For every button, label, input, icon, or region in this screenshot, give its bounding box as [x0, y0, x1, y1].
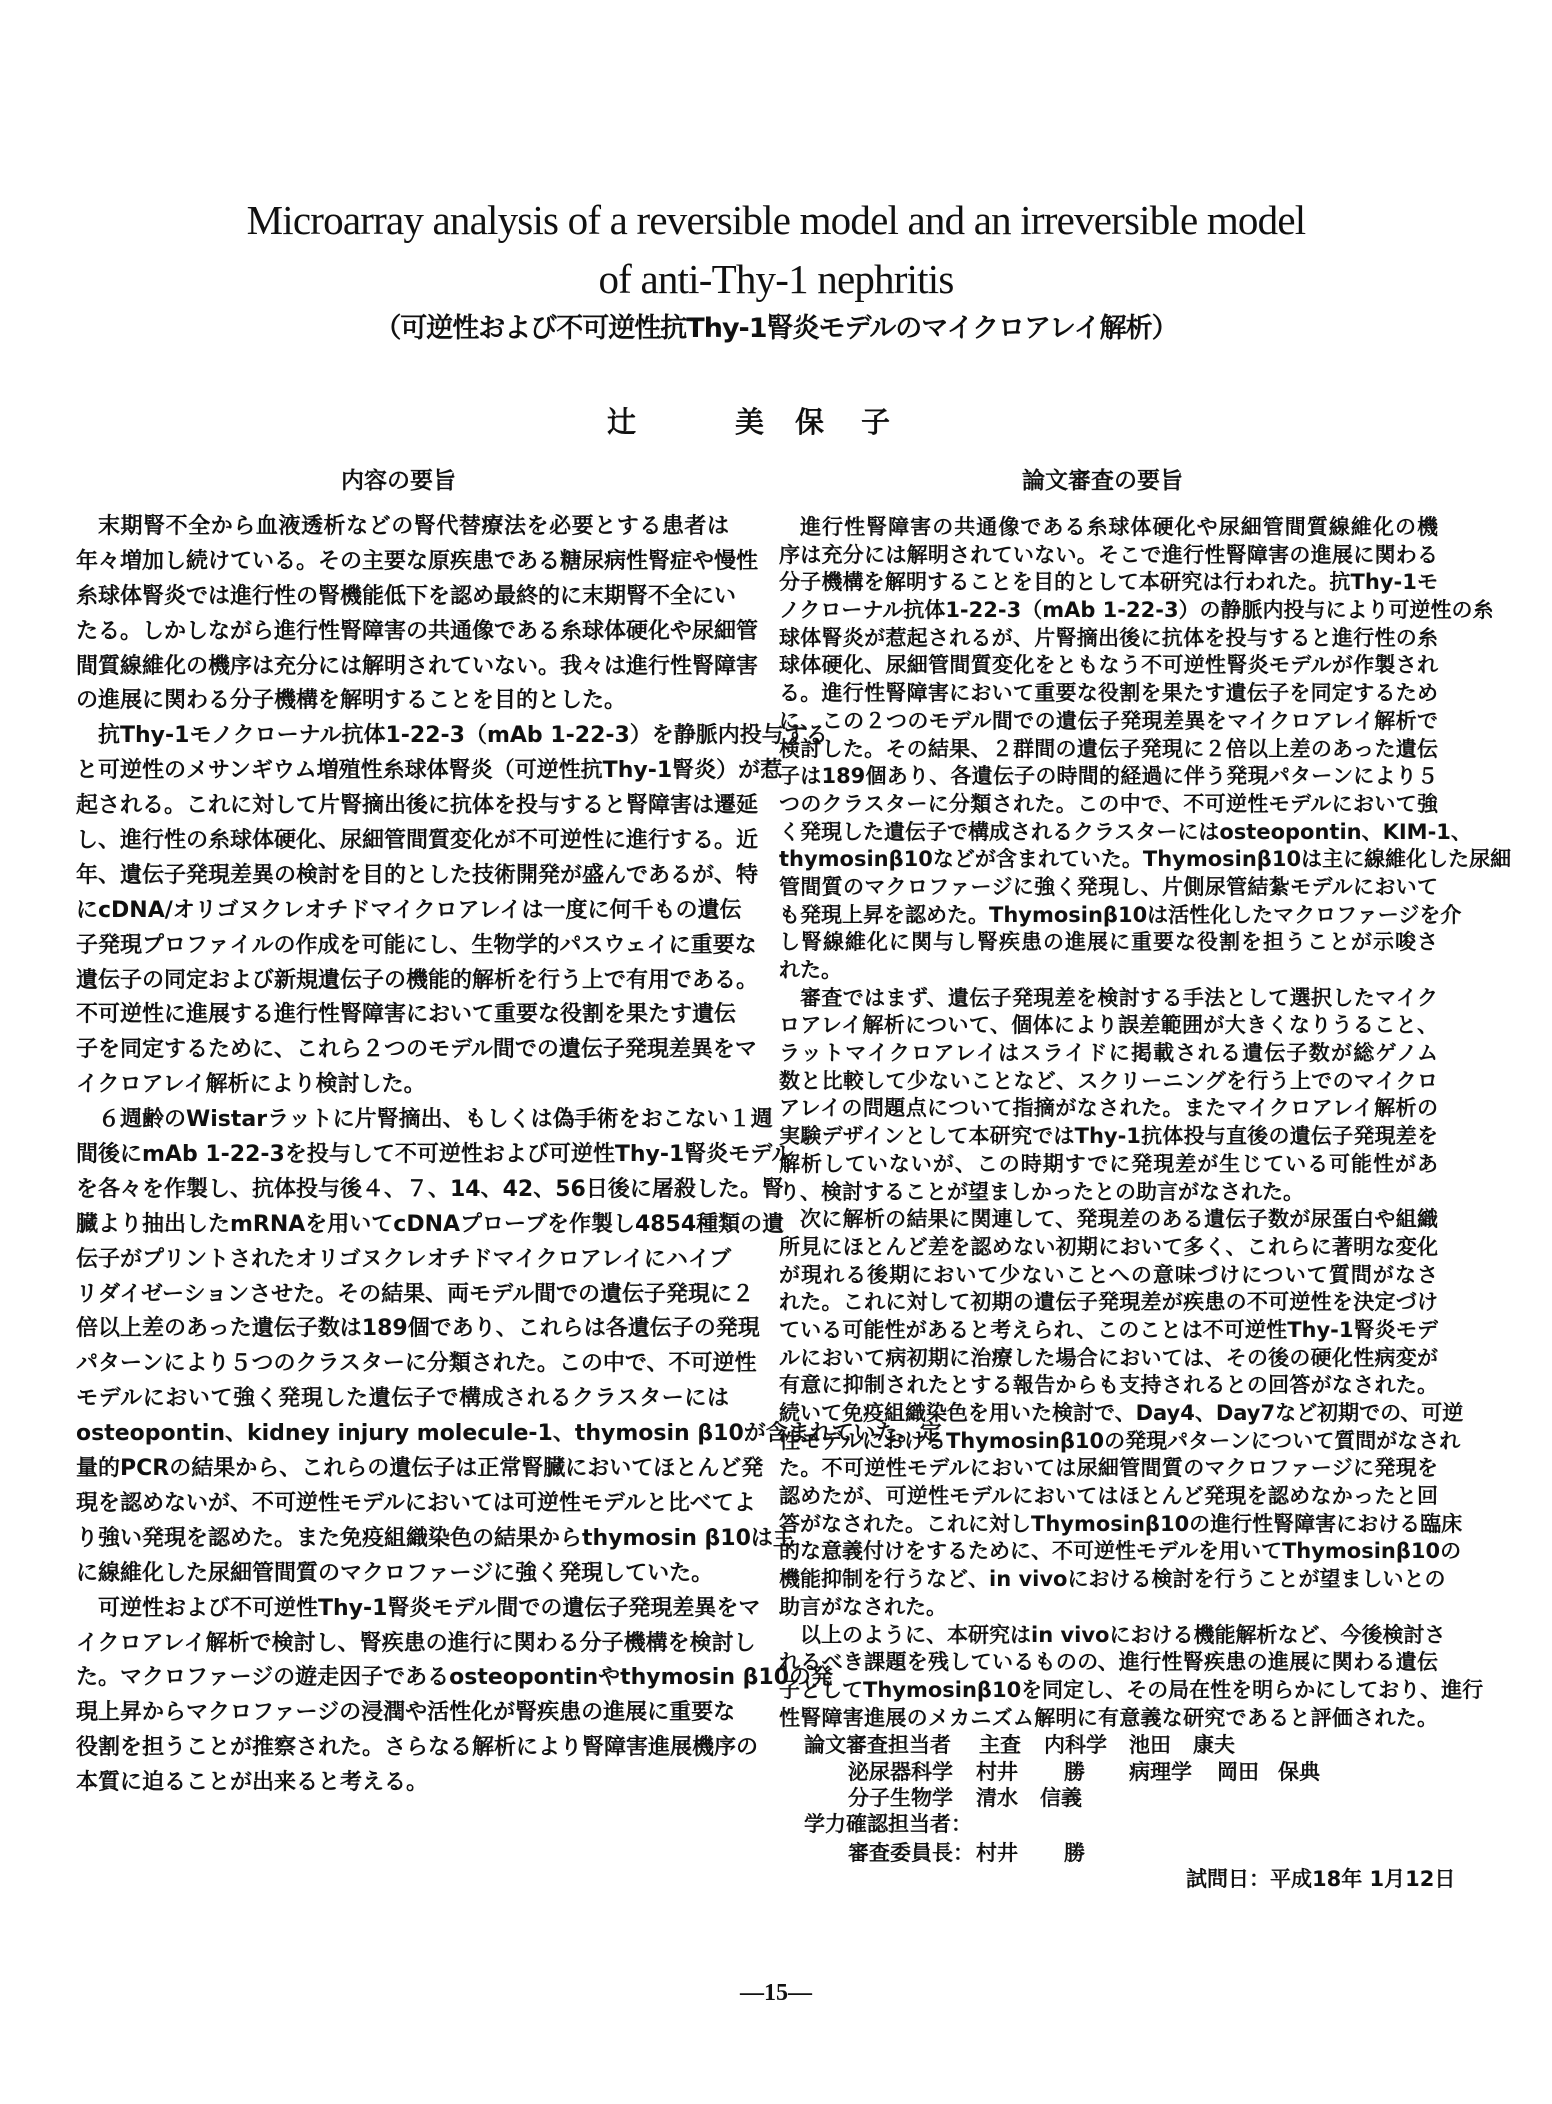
text-line: 子としてThymosinβ10を同定し、その局在性を明らかにしており、進行	[779, 1677, 1484, 1702]
text-line: 所見にほとんど差を認めない初期において多く、これらに著明な変化	[779, 1234, 1438, 1259]
text-line: アレイの問題点について指摘がなされた。またマイクロアレイ解析の	[779, 1096, 1438, 1121]
text-line: 間質線維化の機序は充分には解明されていない。我々は進行性腎障害	[76, 653, 759, 679]
text-line: 続いて免疫組織染色を用いた検討で、Day4、Day7など初期での、可逆	[779, 1401, 1464, 1425]
author-name-char: 保	[795, 405, 825, 439]
examiners-label: 論文審査担当者	[804, 1733, 951, 1757]
text-line: が現れる後期において少ないことへの意味づけについて質問がなさ	[779, 1262, 1438, 1287]
text-line: 解析していないが、この時期すでに発現差が生じている可能性があ	[779, 1151, 1438, 1176]
text-line: 序は充分には解明されていない。そこで進行性腎障害の進展に関わる	[779, 542, 1438, 567]
text-line: 遺伝子の同定および新規遺伝子の機能的解析を行う上で有用である。	[76, 967, 759, 993]
member-dept: 分子生物学	[848, 1786, 953, 1810]
member-dept: 病理学	[1129, 1760, 1192, 1784]
committee-given-name: 勝	[1064, 1841, 1085, 1865]
confirm-label: 学力確認担当者：	[804, 1812, 972, 1836]
text-line: れるべき課題を残しているものの、進行性腎疾患の進展に関わる遺伝	[779, 1650, 1438, 1675]
text-line: 的な意義付けをするために、不可逆性モデルを用いてThymosinβ10の	[779, 1539, 1462, 1564]
title-line-2: of anti-Thy-1 nephritis	[598, 256, 954, 302]
review-column	[779, 514, 1512, 1732]
text-line: 認めたが、可逆性モデルにおいてはほとんど発現を認めなかったと回	[779, 1484, 1438, 1509]
member-given-name: 勝	[1064, 1760, 1085, 1784]
committee-label: 審査委員長：	[848, 1841, 974, 1865]
text-line: 有意に抑制されたとする報告からも支持されるとの回答がなされた。	[779, 1373, 1438, 1398]
section-heading-summary: 内容の要旨	[341, 468, 456, 494]
section-heading-review: 論文審査の要旨	[1022, 468, 1183, 494]
text-line: 進行性腎障害の共通像である糸球体硬化や尿細管間質線維化の機	[800, 515, 1438, 539]
member-family-name: 村井	[976, 1760, 1018, 1784]
text-line: 球体腎炎が惹起されるが、片腎摘出後に抗体を投与すると進行性の糸	[779, 625, 1438, 650]
text-line: 子は189個あり、各遺伝子の時間的経過に伴う発現パターンにより５	[779, 764, 1438, 789]
text-line: た。不可逆性モデルにおいては尿細管間質のマクロファージに発現を	[779, 1456, 1438, 1481]
text-line: 現上昇からマクロファージの浸潤や活性化が腎疾患の進展に重要な	[76, 1700, 736, 1726]
text-line: に、この２つのモデル間での遺伝子発現差異をマイクロアレイ解析で	[779, 708, 1438, 733]
text-line: 機能抑制を行うなど、in vivoにおける検討を行うことが望ましいとの	[779, 1567, 1446, 1592]
chief-family-name: 池田	[1129, 1733, 1171, 1757]
text-line: にcDNA/オリゴヌクレオチドマイクロアレイは一度に何千もの遺伝	[76, 897, 742, 923]
title-line-1: Microarray analysis of a reversible model and an irreversible model	[246, 197, 1306, 243]
text-line: 臓より抽出したmRNAを用いてcDNAプローブを作製し4854種類の遺	[76, 1211, 785, 1237]
text-line: 年、遺伝子発現差異の検討を目的とした技術開発が盛んであるが、特	[76, 862, 759, 888]
text-line: 抗Thy-1モノクローナル抗体1-22-3（mAb 1-22-3）を静脈内投与する	[98, 723, 828, 749]
text-line: 実験デザインとして本研究ではThy-1抗体投与直後の遺伝子発現差を	[779, 1124, 1438, 1149]
text-line: イクロアレイ解析で検討し、腎疾患の進行に関わる分子機構を検討し	[76, 1630, 756, 1656]
text-line: 役割を担うことが推察された。さらなる解析により腎障害進展機序の	[76, 1735, 759, 1761]
text-line: モデルにおいて強く発現した遺伝子で構成されるクラスターには	[76, 1386, 729, 1412]
chief-dept: 内科学	[1044, 1733, 1107, 1757]
text-line: し、進行性の糸球体硬化、尿細管間質変化が不可逆性に進行する。近	[76, 828, 759, 854]
member-given-name: 信義	[1040, 1786, 1082, 1810]
text-line: れた。これに対して初期の遺伝子発現差が疾患の不可逆性を決定づけ	[779, 1290, 1438, 1315]
chief-given-name: 康夫	[1193, 1733, 1235, 1757]
chief-role: 主査	[979, 1733, 1021, 1757]
text-line: 球体硬化、尿細管間質変化をともなう不可逆性腎炎モデルが作製され	[779, 653, 1438, 678]
text-line: た。マクロファージの遊走因子であるosteopontinやthymosin β10の発	[76, 1665, 834, 1691]
text-line: 起される。これに対して片腎摘出後に抗体を投与すると腎障害は遷延	[76, 793, 759, 819]
text-line: 検討した。その結果、２群間の遺伝子発現に２倍以上差のあった遺伝	[779, 736, 1438, 761]
committee-family-name: 村井	[976, 1841, 1018, 1865]
text-line: 次に解析の結果に関連して、発現差のある遺伝子数が尿蛋白や組織	[800, 1207, 1438, 1232]
text-line: 糸球体腎炎では進行性の腎機能低下を認め最終的に末期腎不全にい	[76, 583, 737, 609]
text-line: ノクローナル抗体1-22-3（mAb 1-22-3）の静脈内投与により可逆性の糸	[779, 598, 1494, 623]
text-line: 審査ではまず、遺伝子発現差を検討する手法として選択したマイク	[800, 985, 1438, 1010]
text-line: 可逆性および不可逆性Thy-1腎炎モデル間での遺伝子発現差異をマ	[98, 1595, 761, 1621]
title-japanese: （可逆性および不可逆性抗Thy-1腎炎モデルのマイクロアレイ解析）	[374, 313, 1178, 344]
text-line: 管間質のマクロファージに強く発現し、片側尿管結紮モデルにおいて	[779, 874, 1438, 899]
member-family-name: 岡田	[1217, 1760, 1259, 1784]
text-line: 数と比較して少ないことなど、スクリーニングを行う上でのマイクロ	[779, 1068, 1438, 1093]
author-name-char: 辻	[607, 405, 637, 439]
text-line: と可逆性のメサンギウム増殖性糸球体腎炎（可逆性抗Thy-1腎炎）が惹	[76, 758, 783, 784]
text-line: も発現上昇を認めた。Thymosinβ10は活性化したマクロファージを介	[779, 902, 1462, 927]
text-line: たる。しかしながら進行性腎障害の共通像である糸球体硬化や尿細管	[76, 618, 759, 644]
text-line: 末期腎不全から血液透析などの腎代替療法を必要とする患者は	[98, 514, 729, 539]
text-line: 量的PCRの結果から、これらの遺伝子は正常腎臓においてほとんど発	[76, 1456, 764, 1482]
text-line: osteopontin、kidney injury molecule-1、thymosin β10が含まれていた。定	[76, 1421, 942, 1447]
page-number: —15—	[740, 1980, 812, 2006]
text-line: ロアレイ解析について、個体により誤差範囲が大きくなりうること、	[779, 1013, 1438, 1038]
text-line: パターンにより５つのクラスターに分類された。この中で、不可逆性	[76, 1351, 757, 1377]
text-line: 性モデルにおけるThymosinβ10の発現パターンについて質問がなされ	[779, 1428, 1461, 1453]
member-given-name: 保典	[1278, 1760, 1320, 1784]
text-line: 不可逆性に進展する進行性腎障害において重要な役割を果たす遺伝	[76, 1002, 737, 1028]
text-line: thymosinβ10などが含まれていた。Thymosinβ10は主に線維化した尿細	[779, 847, 1512, 872]
text-line: 現を認めないが、不可逆性モデルにおいては可逆性モデルと比べてよ	[76, 1490, 756, 1516]
text-line: く発現した遺伝子で構成されるクラスターにはosteopontin、KIM-1、	[779, 819, 1472, 844]
text-line: り、検討することが望ましかったとの助言がなされた。	[779, 1179, 1304, 1204]
text-line: ラットマイクロアレイはスライドに掲載される遺伝子数が総ゲノム	[779, 1041, 1438, 1066]
text-line: 年々増加し続けている。その主要な原疾患である糖尿病性腎症や慢性	[76, 548, 759, 574]
text-line: る。進行性腎障害において重要な役割を果たす遺伝子を同定するため	[779, 681, 1438, 706]
text-line: 子を同定するために、これら２つのモデル間での遺伝子発現差異をマ	[76, 1037, 757, 1063]
text-line: 子発現プロファイルの作成を可能にし、生物学的パスウェイに重要な	[76, 932, 757, 958]
text-line: 性腎障害進展のメカニズム解明に有意義な研究であると評価された。	[779, 1705, 1438, 1730]
member-family-name: 清水	[976, 1786, 1018, 1810]
text-line: 本質に迫ることが出来ると考える。	[76, 1770, 429, 1796]
text-line: を各々を作製し、抗体投与後４、７、14、42、56日後に屠殺した。腎	[76, 1176, 784, 1202]
text-line: れた。	[779, 958, 842, 982]
member-dept: 泌尿器科学	[848, 1760, 953, 1784]
text-line: ている可能性があると考えられ、このことは不可逆性Thy-1腎炎モデ	[779, 1317, 1438, 1342]
text-line: 以上のように、本研究はin vivoにおける機能解析など、今後検討さ	[800, 1622, 1446, 1647]
text-line: 伝子がプリントされたオリゴヌクレオチドマイクロアレイにハイブ	[76, 1246, 732, 1272]
text-line: に線維化した尿細管間質のマクロファージに強く発現していた。	[76, 1560, 714, 1586]
text-line: 分子機構を解明することを目的として本研究は行われた。抗Thy-1モ	[779, 570, 1438, 595]
text-line: ６週齢のWistarラットに片腎摘出、もしくは偽手術をおこない１週	[98, 1107, 773, 1133]
text-line: つのクラスターに分類された。この中で、不可逆性モデルにおいて強	[779, 791, 1438, 816]
text-line: イクロアレイ解析により検討した。	[76, 1072, 426, 1098]
author-name-char: 美	[735, 405, 765, 439]
text-line: の進展に関わる分子機構を解明することを目的とした。	[76, 688, 627, 714]
text-line: し腎線維化に関与し腎疾患の進展に重要な役割を担うことが示唆さ	[779, 930, 1438, 955]
text-line: ルにおいて病初期に治療した場合においては、その後の硬化性病変が	[779, 1345, 1438, 1370]
text-line: 倍以上差のあった遺伝子数は189個であり、これらは各遺伝子の発現	[76, 1316, 760, 1342]
text-line: り強い発現を認めた。また免疫組織染色の結果からthymosin β10は主	[76, 1525, 795, 1551]
text-line: 答がなされた。これに対しThymosinβ10の進行性腎障害における臨床	[779, 1511, 1463, 1536]
text-line: 助言がなされた。	[779, 1594, 947, 1619]
text-line: リダイゼーションさせた。その結果、両モデル間での遺伝子発現に２	[76, 1281, 755, 1307]
exam-date: 試問日：平成18年 1月12日	[1186, 1867, 1456, 1891]
author-name-char: 子	[861, 405, 891, 439]
text-line: 間後にmAb 1-22-3を投与して不可逆性および可逆性Thy-1腎炎モデル	[76, 1142, 794, 1168]
